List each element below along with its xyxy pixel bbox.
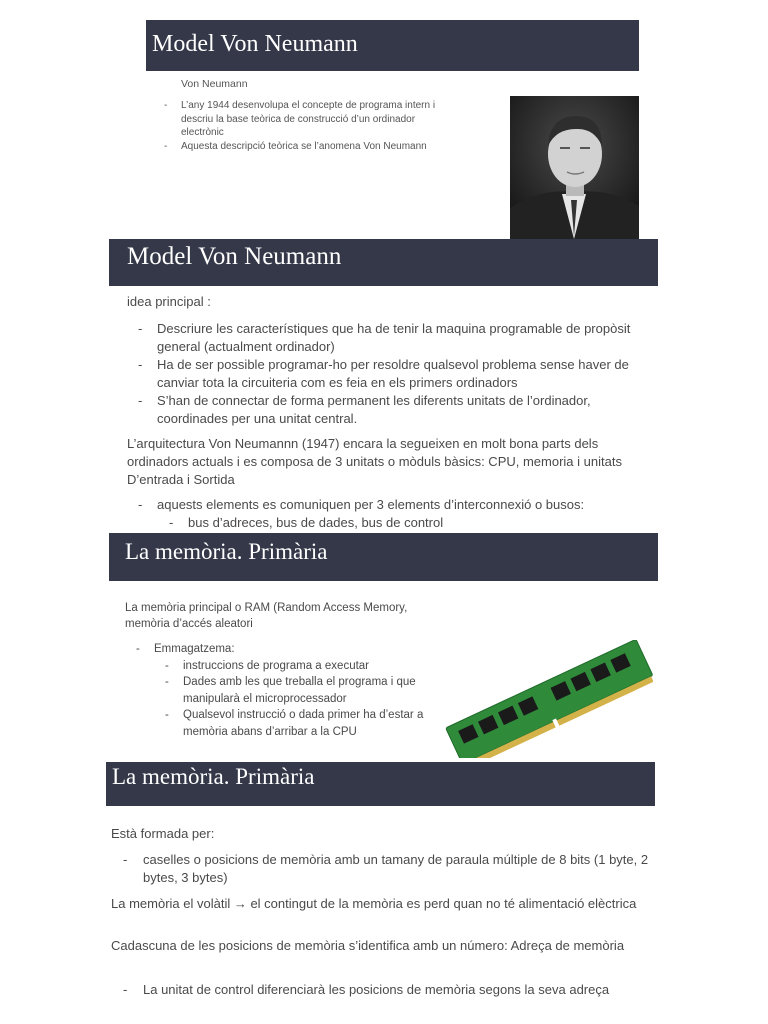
slide1-title: Model Von Neumann [152, 31, 358, 57]
list-item: - Ha de ser possible programar-ho per resoldre qualsevol problema sense haver de canviar tota la circuiteria com es feia en els primers ordinadors [157, 356, 662, 392]
list-item: - L’any 1944 desenvolupa el concepte de programa intern i descriu la base teòrica de construcció d’un ordinador electrònic [181, 99, 449, 140]
portrait-photo-icon [510, 96, 639, 239]
slide4-intro: Està formada per: [111, 826, 215, 841]
slide3-bullet-list [154, 641, 444, 740]
slide4-bullet-list-2 [143, 981, 663, 999]
slide4-paragraph-volatile: La memòria el volàtil → el contingut de la memòria es perd quan no té alimentació elèctrica [111, 896, 637, 911]
list-item-text: aquests elements es comuniquen per 3 elements d’interconnexió o busos: [157, 497, 585, 512]
list-item-text: Emmagatzema: [154, 643, 235, 655]
slide4-title-banner [106, 762, 655, 806]
list-item [157, 496, 657, 532]
slide4-paragraph-address: Cadascuna de les posicions de memòria s’identifica amb un número: Adreça de memòria [111, 938, 625, 953]
list-item: - instruccions de programa a executar [183, 658, 444, 675]
slide3-title-banner [109, 533, 658, 581]
slide4-bullet-list [143, 851, 663, 887]
slide3-intro: La memòria principal o RAM (Random Access Memory, memòria d’accés aleatori [125, 602, 408, 630]
slide2-bullet-list [157, 320, 662, 428]
list-item: - Aquesta descripció teòrica se l’anomena Von Neumann [181, 140, 449, 154]
ram-module-icon [443, 640, 653, 758]
list-item: - Qualsevol instrucció o dada primer ha d’estar a memòria abans d’arribar a la CPU [183, 707, 444, 740]
slide1-bullet-list [181, 99, 449, 153]
slide2-title-banner [109, 239, 658, 286]
slide2-sub-list [157, 496, 657, 532]
list-item: - caselles o posicions de memòria amb un tamany de paraula múltiple de 8 bits (1 byte, 2 bytes, 3 bytes) [143, 851, 663, 887]
slide3-title: La memòria. Primària [125, 539, 328, 564]
slide2-paragraph: L’arquitectura Von Neumannn (1947) encara la segueixen en molt bona parts dels ordinadors actuals i es composa de 3 unitats o mòduls bàsics: CPU, memoria i unitats D’entrada i Sortida [127, 436, 622, 487]
slide2-intro: idea principal : [127, 294, 211, 309]
nested-list [183, 658, 444, 741]
list-item: - Descriure les característiques que ha de tenir la maquina programable de propòsit general (actualment ordinador) [157, 320, 662, 356]
nested-list [188, 514, 657, 532]
slide2-title: Model Von Neumann [127, 243, 342, 270]
list-item [154, 641, 444, 740]
slide1-subtitle: Von Neumann [181, 78, 248, 90]
list-item: - S’han de connectar de forma permanent les diferents unitats de l’ordinador, coordinades per una unitat central. [157, 392, 662, 428]
list-item: - Dades amb les que treballa el programa i que manipularà el microprocessador [183, 674, 444, 707]
slide1-title-banner [146, 20, 639, 71]
list-item: - La unitat de control diferenciarà les posicions de memòria segons la seva adreça [143, 981, 663, 999]
list-item: - bus d’adreces, bus de dades, bus de control [188, 514, 657, 532]
slide4-title: La memòria. Primària [112, 764, 315, 789]
